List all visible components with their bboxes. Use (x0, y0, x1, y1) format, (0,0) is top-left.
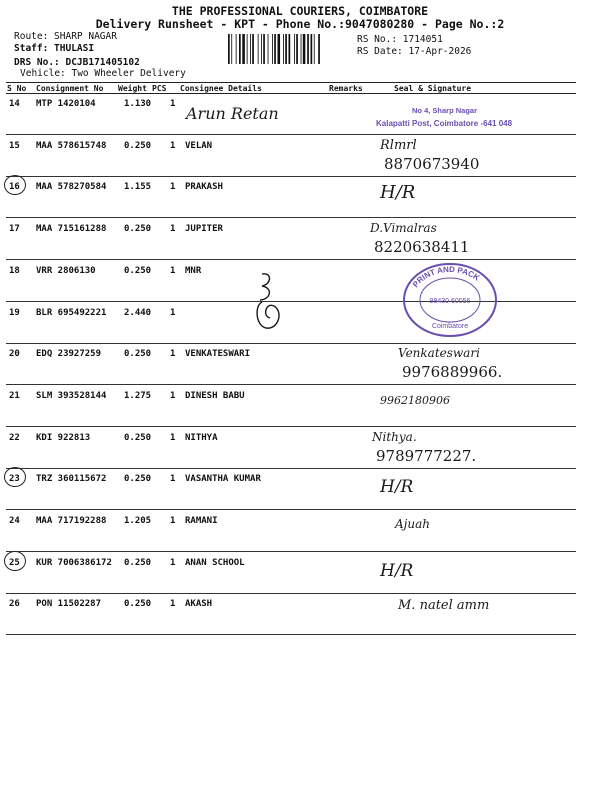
row-pcs: 1 (170, 432, 176, 443)
barcode-bar (294, 34, 295, 64)
barcode-bar (289, 34, 291, 64)
row-consignee: RAMANI (185, 516, 218, 526)
row-consignment: MAA 578270584 (36, 182, 107, 193)
barcode-bar (242, 34, 245, 64)
col-sno: S No (7, 84, 27, 93)
barcode-bar (236, 34, 237, 64)
stamp-line1: No 4, Sharp Nagar (412, 106, 478, 115)
barcode-bar (307, 34, 309, 64)
table-row (6, 594, 576, 635)
row-pcs: 1 (170, 474, 176, 485)
row-sno: 23 (9, 474, 20, 485)
barcode-bar (231, 34, 232, 64)
round-seal-phone: 98430 60056 (429, 298, 471, 305)
barcode-bar (228, 34, 230, 64)
barcode-bar (301, 34, 302, 64)
handwritten-signature: D.Vimalras (370, 221, 437, 236)
table-row (6, 177, 576, 218)
row-weight: 0.250 (124, 140, 152, 151)
row-pcs: 1 (170, 224, 176, 235)
row-sno: 22 (9, 432, 20, 443)
barcode-bar (252, 34, 254, 64)
row-sno: 15 (9, 140, 20, 151)
barcode-bar (250, 34, 251, 64)
row-consignee: VASANTHA KUMAR (185, 474, 261, 485)
barcode-bar (314, 34, 315, 64)
barcode-bar (311, 34, 313, 64)
row-pcs: 1 (170, 99, 176, 109)
row-pcs: 1 (170, 599, 176, 610)
handwritten-signature: H/R (380, 477, 414, 498)
circled-row-mark (4, 551, 26, 571)
row-sno: 26 (9, 599, 20, 610)
table-row (6, 136, 576, 177)
table-row (6, 386, 576, 427)
row-weight: 1.155 (124, 182, 152, 193)
drs-label: DRS No.: DCJB171405102 (14, 57, 140, 68)
table-row (6, 469, 576, 510)
round-seal-sub: Coimbatore (431, 323, 469, 330)
row-consignment: SLM 393528144 (36, 390, 107, 401)
col-seal: Seal & Signature (394, 84, 472, 93)
row-weight: 0.250 (124, 432, 152, 443)
row-sno: 14 (9, 99, 20, 109)
handwritten-phone: 8870673940 (384, 154, 480, 173)
row-pcs: 1 (170, 182, 176, 193)
row-consignee: VELAN (185, 140, 213, 151)
row-sno: 24 (9, 516, 20, 526)
barcode-bar (303, 34, 306, 64)
row-weight: 0.250 (124, 599, 152, 610)
handwritten-signature: Nithya. (372, 429, 417, 444)
row-consignment: TRZ 360115672 (36, 474, 107, 485)
handwritten-scribble (248, 270, 298, 340)
handwritten-phone: 9789777227. (376, 446, 477, 465)
col-remarks: Remarks (329, 84, 363, 93)
vehicle-label: Vehicle: Two Wheeler Delivery (20, 68, 186, 79)
table-row (6, 428, 576, 469)
row-weight: 0.250 (124, 349, 152, 360)
row-weight: 2.440 (124, 307, 152, 318)
table-row (6, 511, 576, 552)
barcode-bar (247, 34, 248, 64)
staff-label: Staff: THULASI (14, 43, 95, 54)
row-consignment: KDI 922813 (36, 432, 91, 443)
row-sno: 17 (9, 224, 20, 235)
row-sno: 19 (9, 307, 20, 318)
barcode-bar (296, 34, 298, 64)
table-row (6, 344, 576, 385)
barcode-bar (261, 34, 262, 64)
route-label: Route: SHARP NAGAR (14, 31, 117, 42)
row-consignment: BLR 695492221 (36, 307, 107, 318)
stamp-line2: Kalapatti Post, Coimbatore -641 048 (376, 119, 513, 128)
row-pcs: 1 (170, 307, 176, 318)
rs-number: RS No.: 1714051 (357, 34, 443, 45)
company-title: THE PROFESSIONAL COURIERS, COIMBATORE (171, 4, 429, 18)
row-sno: 16 (9, 182, 20, 193)
rubber-stamp-address (368, 97, 540, 133)
row-pcs: 1 (170, 140, 176, 151)
row-consignee: AKASH (185, 599, 213, 610)
barcode-bar (263, 34, 265, 64)
row-sno: 20 (9, 349, 20, 360)
header-rule-top (6, 82, 576, 83)
round-seal (402, 262, 498, 338)
barcode-bar (283, 34, 284, 64)
rs-date: RS Date: 17-Apr-2026 (357, 46, 472, 57)
row-pcs: 1 (170, 265, 176, 276)
handwritten-phone: 8220638411 (374, 238, 470, 257)
row-consignment: VRR 2806130 (36, 265, 96, 276)
row-consignment: MAA 578615748 (36, 140, 107, 151)
round-seal-text: PRINT AND PACK (410, 264, 482, 290)
handwritten-signature: Rlmrl (380, 137, 417, 153)
row-weight: 0.250 (124, 557, 152, 568)
handwritten-signature: 9962180906 (380, 393, 450, 407)
barcode-bar (285, 34, 287, 64)
handwritten-signature: H/R (380, 182, 416, 204)
row-weight: 0.250 (124, 474, 152, 485)
handwritten-signature: M. natel amm (398, 598, 490, 614)
barcode-bar (258, 34, 259, 64)
row-sno: 18 (9, 265, 20, 276)
col-consignee: Consignee Details (180, 84, 262, 93)
handwritten-signature: Arun Retan (186, 104, 279, 123)
row-sno: 21 (9, 390, 20, 401)
table-row (6, 553, 576, 594)
row-divider (6, 634, 576, 635)
row-consignee: NITHYA (185, 432, 218, 443)
row-consignee: ANAN SCHOOL (185, 557, 245, 568)
row-weight: 0.250 (124, 265, 152, 276)
row-consignee: DINESH BABU (185, 390, 245, 401)
row-consignee: MNR (185, 265, 202, 276)
barcode-bar (318, 34, 320, 64)
row-consignee: PRAKASH (185, 182, 223, 193)
row-consignment: PON 11502287 (36, 599, 102, 610)
barcode (228, 34, 352, 64)
row-pcs: 1 (170, 516, 176, 526)
row-weight: 1.205 (124, 516, 152, 526)
row-weight: 1.130 (124, 99, 152, 109)
handwritten-signature: H/R (380, 560, 414, 581)
row-pcs: 1 (170, 349, 176, 360)
barcode-bar (278, 34, 281, 64)
handwritten-phone: 9976889966. (402, 363, 503, 382)
col-pcs: PCS (152, 84, 167, 93)
row-consignment: MAA 715161288 (36, 224, 107, 235)
barcode-bar (268, 34, 269, 64)
row-consignment: KUR 7006386172 (36, 557, 112, 568)
row-consignment: EDQ 23927259 (36, 349, 102, 360)
barcode-bar (272, 34, 273, 64)
row-consignee: VENKATESWARI (185, 349, 251, 360)
row-weight: 1.275 (124, 390, 152, 401)
runsheet-subtitle: Delivery Runsheet - KPT - Phone No.:9047080280 - Page No.:2 (95, 17, 505, 31)
handwritten-signature: Venkateswari (398, 346, 480, 361)
barcode-bar (239, 34, 241, 64)
row-pcs: 1 (170, 390, 176, 401)
row-weight: 0.250 (124, 224, 152, 235)
table-row (6, 219, 576, 260)
barcode-bar (274, 34, 276, 64)
col-weight: Weight (118, 84, 147, 93)
row-consignee: JUPITER (185, 224, 223, 235)
row-consignment: MTP 1420104 (36, 99, 96, 109)
handwritten-signature: Ajuah (395, 517, 430, 531)
row-consignment: MAA 717192288 (36, 516, 107, 526)
row-pcs: 1 (170, 557, 176, 568)
col-consignment: Consignment No (36, 84, 104, 93)
row-sno: 25 (9, 557, 20, 568)
